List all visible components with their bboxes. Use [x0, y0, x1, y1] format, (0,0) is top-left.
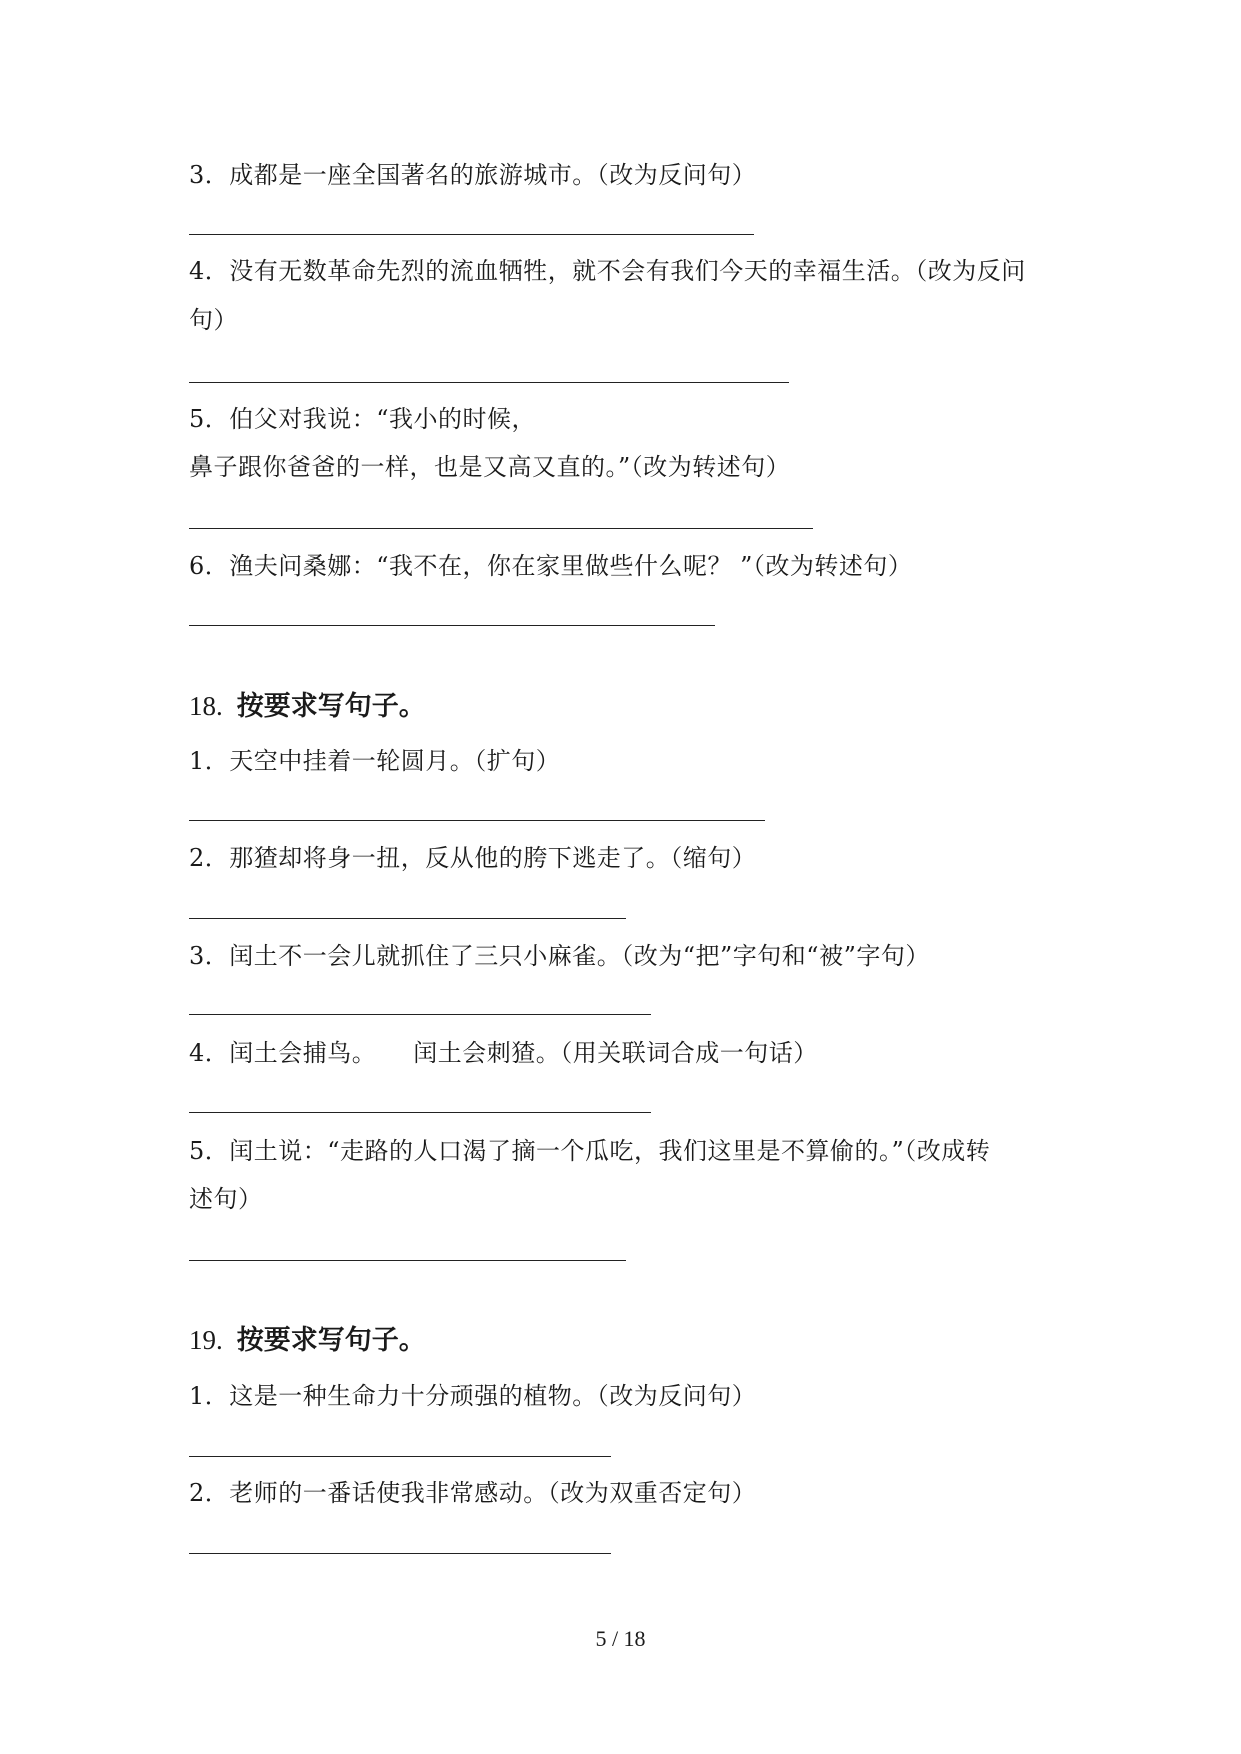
- section-18-title: 按要求写句子。: [236, 691, 426, 722]
- page-number: 5 / 18: [595, 1626, 646, 1651]
- answer-line-18-3[interactable]: [189, 1014, 651, 1015]
- answer-line-18-1[interactable]: [189, 820, 765, 821]
- question-17-6: 6．渔夫问桑娜：“我不在，你在家里做些什么呢？ ”（改为转述句）: [189, 552, 913, 580]
- question-18-5-cont: 述句）: [189, 1185, 263, 1213]
- answer-line-17-5[interactable]: [189, 528, 813, 529]
- question-17-4-cont: 句）: [189, 306, 238, 334]
- answer-line-18-4[interactable]: [189, 1112, 651, 1113]
- question-18-3: 3．闰土不一会儿就抓住了三只小麻雀。（改为“把”字句和“被”字句）: [189, 942, 930, 970]
- question-18-5: 5．闰土说：“走路的人口渴了摘一个瓜吃，我们这里是不算偷的。”（改成转: [189, 1137, 991, 1165]
- question-19-1: 1．这是一种生命力十分顽强的植物。（改为反问句）: [189, 1382, 757, 1410]
- section-18-number: 18.: [189, 691, 223, 721]
- answer-line-19-1[interactable]: [189, 1456, 611, 1457]
- answer-line-17-6[interactable]: [189, 625, 715, 626]
- question-19-2: 2．老师的一番话使我非常感动。（改为双重否定句）: [189, 1479, 757, 1507]
- section-19-heading: [189, 1323, 426, 1358]
- section-18-heading: [189, 689, 426, 724]
- question-17-3: 3．成都是一座全国著名的旅游城市。（改为反问句）: [189, 161, 757, 189]
- question-18-2: 2．那猹却将身一扭，反从他的胯下逃走了。（缩句）: [189, 844, 757, 872]
- answer-line-18-5[interactable]: [189, 1260, 626, 1261]
- answer-line-19-2[interactable]: [189, 1553, 611, 1554]
- question-18-4: 4．闰土会捕鸟。 闰土会刺猹。（用关联词合成一句话）: [189, 1039, 818, 1067]
- section-19-title: 按要求写句子。: [236, 1325, 426, 1356]
- question-17-5-cont: 鼻子跟你爸爸的一样，也是又高又直的。”（改为转述句）: [189, 453, 791, 481]
- section-19-number: 19.: [189, 1325, 223, 1355]
- question-17-4: 4．没有无数革命先烈的流血牺牲，就不会有我们今天的幸福生活。（改为反问: [189, 257, 1026, 285]
- question-18-1: 1．天空中挂着一轮圆月。（扩句）: [189, 747, 561, 775]
- question-17-5: 5．伯父对我说：“我小的时候，: [189, 405, 537, 433]
- answer-line-17-3[interactable]: [189, 234, 754, 235]
- answer-line-18-2[interactable]: [189, 918, 626, 919]
- answer-line-17-4[interactable]: [189, 382, 789, 383]
